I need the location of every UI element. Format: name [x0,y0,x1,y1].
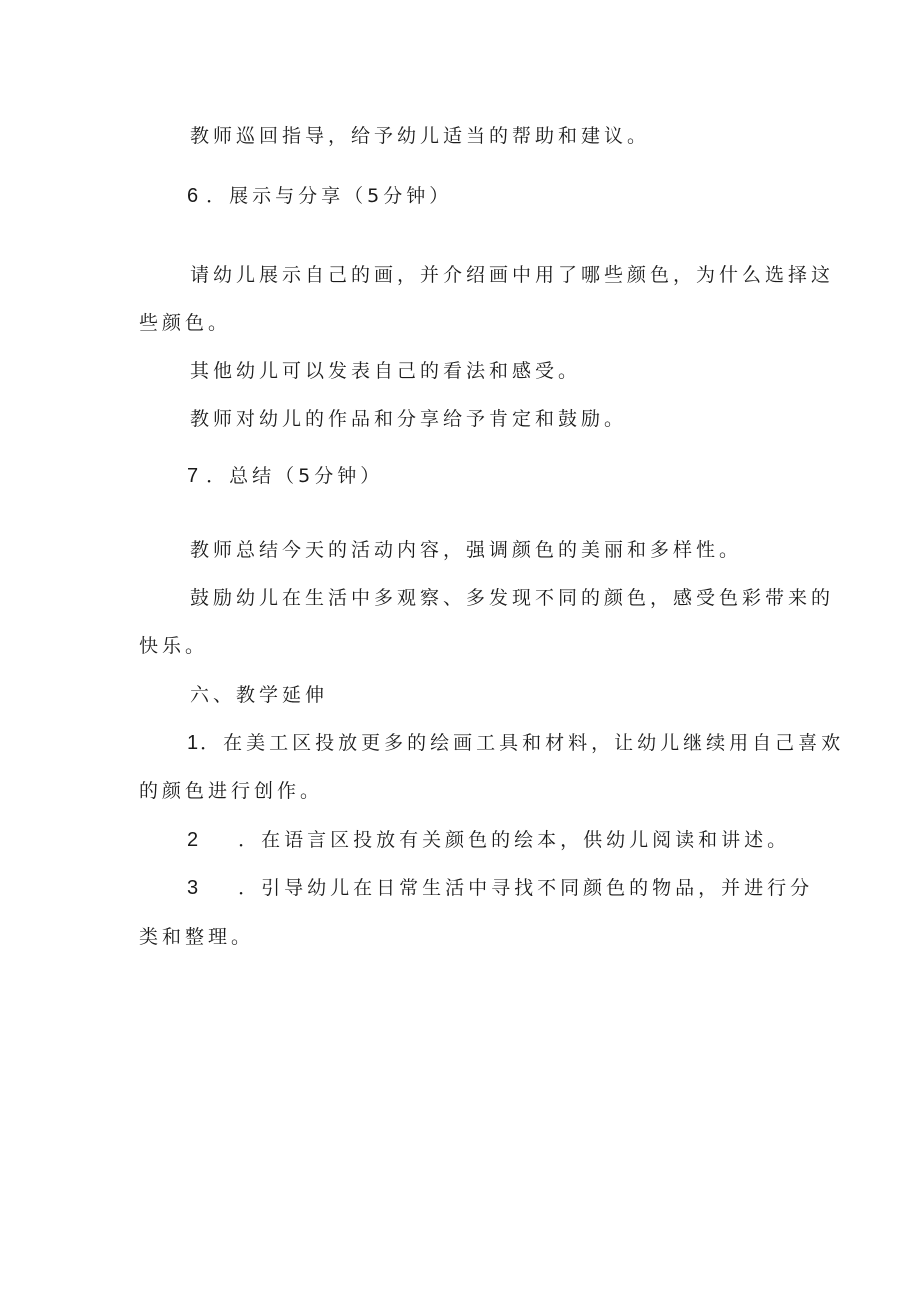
item-number: 2 [187,829,199,851]
paragraph-teacher-guidance: 教师巡回指导，给予幼儿适当的帮助和建议。 [190,125,651,147]
paragraph-others-share: 其他幼儿可以发表自己的看法和感受。 [190,360,582,382]
item-text: ．在语言区投放有关颜色的绘本，供幼儿阅读和讲述。 [238,829,791,851]
item-text: ．在美工区投放更多的绘画工具和材料，让幼儿继续用自己喜欢 [200,732,845,754]
item-text: ．引导幼儿在日常生活中寻找不同颜色的物品，并进行分 [238,877,814,899]
extension-item-3-line1 [187,876,813,900]
section-heading-7 [187,464,383,488]
extension-item-1-line2: 的颜色进行创作。 [139,780,324,802]
heading-teaching-extension: 六、教学延伸 [190,684,329,706]
paragraph-show-line1: 请幼儿展示自己的画，并介绍画中用了哪些颜色，为什么选择这 [190,264,835,286]
paragraph-teacher-praise: 教师对幼儿的作品和分享给予肯定和鼓励。 [190,408,628,430]
section-heading-6 [187,184,452,208]
extension-item-1-line1 [187,731,844,755]
paragraph-encourage-line1: 鼓励幼儿在生活中多观察、多发现不同的颜色，感受色彩带来的 [190,587,835,609]
item-number: 3 [187,877,199,899]
paragraph-summary: 教师总结今天的活动内容，强调颜色的美丽和多样性。 [190,539,743,561]
extension-item-2 [187,828,790,852]
section-number: 7 [187,465,199,487]
paragraph-encourage-line2: 快乐。 [139,635,209,657]
section-title: ．总结（5分钟） [206,465,384,487]
item-number: 1 [187,732,199,754]
paragraph-show-line2: 些颜色。 [139,312,232,334]
section-number: 6 [187,185,199,207]
extension-item-3-line2: 类和整理。 [139,926,255,948]
section-title: ．展示与分享（5分钟） [206,185,453,207]
